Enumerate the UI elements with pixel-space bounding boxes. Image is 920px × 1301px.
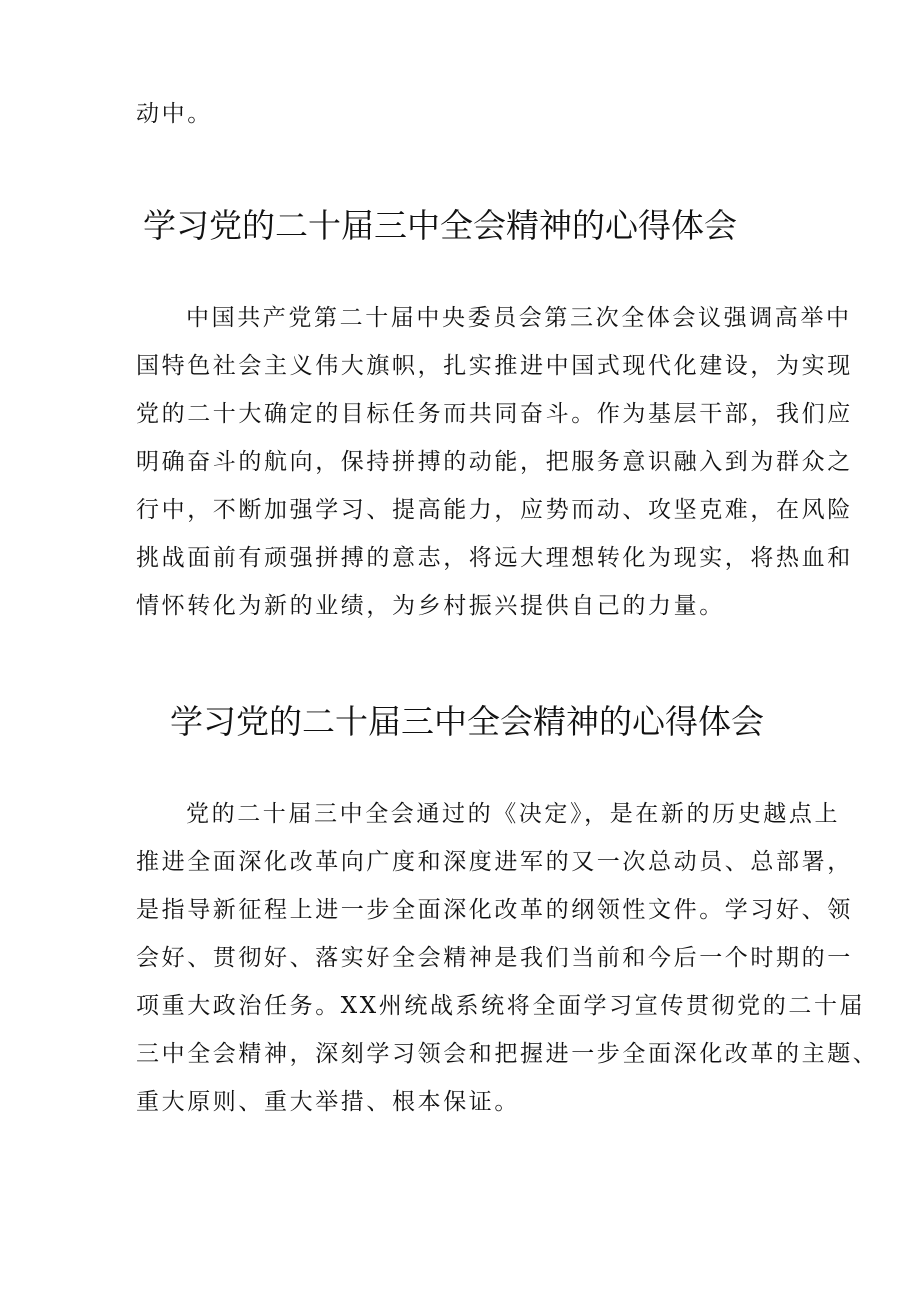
body-line: 行中，不断加强学习、提高能力，应势而动、攻坚克难，在风险 — [136, 497, 853, 523]
body-line: 情怀转化为新的业绩，为乡村振兴提供自己的力量。 — [136, 593, 725, 619]
body-line: 是指导新征程上进一步全面深化改革的纲领性文件。学习好、领 — [136, 897, 853, 923]
body-line: 推进全面深化改革向广度和深度进军的又一次总动员、总部署， — [136, 849, 853, 875]
body-line: 重大原则、重大举措、根本保证。 — [136, 1089, 520, 1115]
body-line: 明确奋斗的航向，保持拼搏的动能，把服务意识融入到为群众之 — [136, 449, 853, 475]
section-title-2: 学习党的二十届三中全会精神的心得体会 — [170, 702, 764, 741]
body-line: 项重大政治任务。XX州统战系统将全面学习宣传贯彻党的二十届 — [136, 993, 866, 1019]
paragraph-fragment: 动中。 — [136, 101, 213, 127]
body-line: 会好、贯彻好、落实好全会精神是我们当前和今后一个时期的一 — [136, 945, 853, 971]
body-line: 三中全会精神，深刻学习领会和把握进一步全面深化改革的主题、 — [136, 1041, 879, 1067]
section-title-1: 学习党的二十届三中全会精神的心得体会 — [143, 206, 737, 245]
body-line: 国特色社会主义伟大旗帜，扎实推进中国式现代化建设，为实现 — [136, 353, 853, 379]
body-line: 党的二十届三中全会通过的《决定》，是在新的历史越点上 — [186, 801, 841, 827]
body-line: 党的二十大确定的目标任务而共同奋斗。作为基层干部，我们应 — [136, 401, 853, 427]
body-line: 挑战面前有顽强拼搏的意志，将远大理想转化为现实，将热血和 — [136, 545, 853, 571]
body-line: 中国共产党第二十届中央委员会第三次全体会议强调高举中 — [186, 305, 852, 331]
